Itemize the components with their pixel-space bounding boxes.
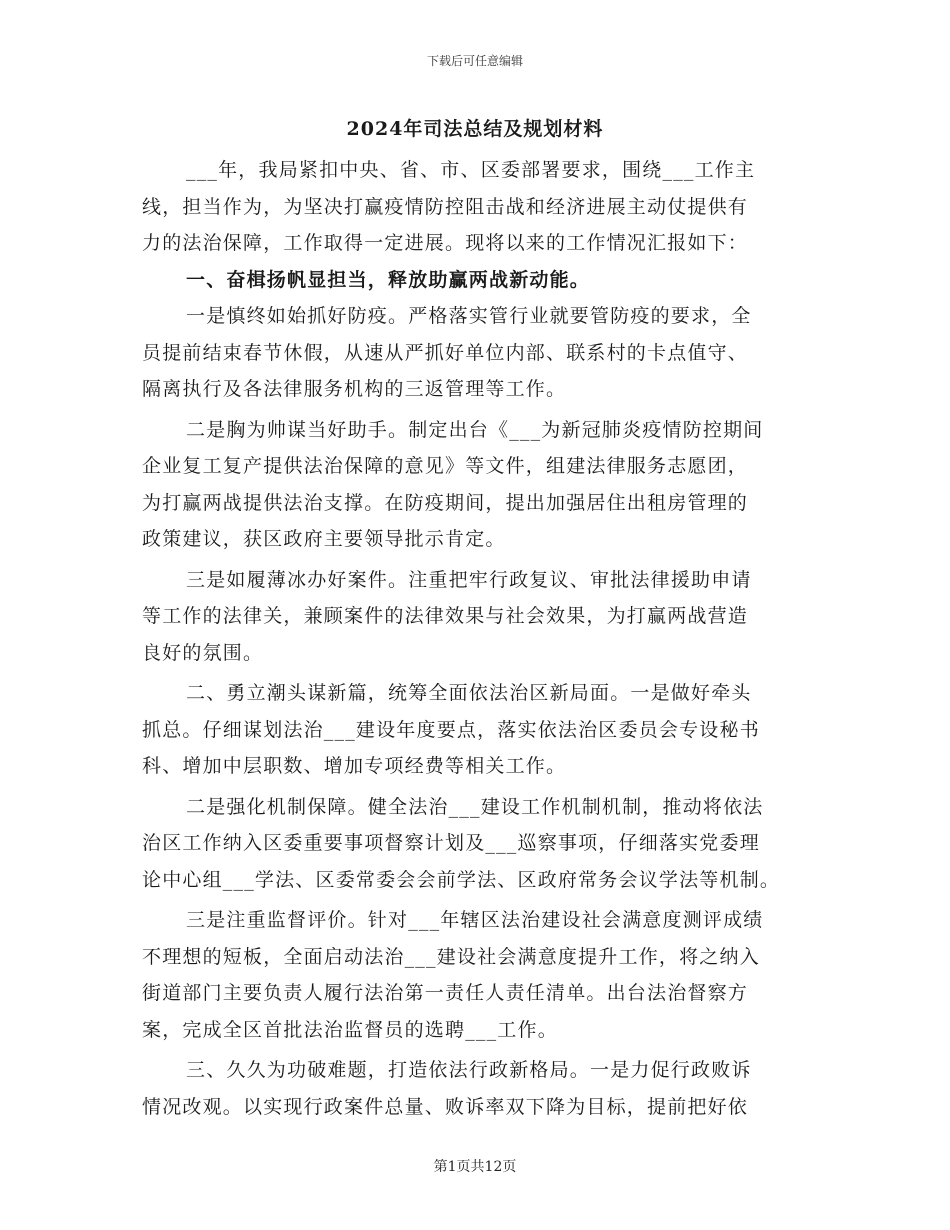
document-body: [142, 152, 812, 1125]
body-line: 科、增加中层职数、增加专项经费等相关工作。: [142, 755, 567, 777]
page-header: 下载后可任意编辑: [426, 54, 523, 68]
body-line: 三是注重监督评价。针对___年辖区法治建设社会满意度测评成绩: [186, 909, 764, 931]
body-line: 不理想的短板，全面启动法治___建设社会满意度提升工作，将之纳入: [142, 945, 760, 968]
body-line: 情况改观。以实现行政案件总量、败诉率双下降为目标，提前把好依: [142, 1095, 749, 1118]
body-line: 案，完成全区首批法治监督员的选聘___工作。: [142, 1018, 558, 1041]
body-line: 力的法治保障，工作取得一定进展。现将以来的工作情况汇报如下：: [142, 232, 749, 254]
body-line: 抓总。仔细谋划法治___建设年度要点，落实依法治区委员会专设秘书: [142, 718, 760, 741]
body-line: 三、久久为功破难题，打造依法行政新格局。一是力促行政败诉: [186, 1059, 752, 1081]
body-line: 为打赢两战提供法治支撑。在防疫期间，提出加强居住出租房管理的: [142, 491, 749, 514]
body-line: 街道部门主要负责人履行法治第一责任人责任清单。出台法治督察方: [142, 982, 749, 1004]
body-line: 论中心组___学法、区委常委会会前学法、区政府常务会议学法等机制。: [142, 868, 781, 891]
body-line: 良好的氛围。: [142, 641, 264, 664]
body-line: 三是如履薄冰办好案件。注重把牢行政复议、审批法律援助申请: [186, 568, 752, 591]
body-line: 线，担当作为，为坚决打赢疫情防控阻击战和经济进展主动仗提供有: [142, 195, 749, 218]
body-line: 治区工作纳入区委重要事项督察计划及___巡察事项，仔细落实党委理: [142, 832, 760, 854]
body-line: 等工作的法律关，兼顾案件的法律效果与社会效果，为打赢两战营造: [142, 605, 749, 627]
body-line: 二是胸为帅谋当好助手。制定出台《___为新冠肺炎疫情防控期间: [186, 418, 764, 441]
body-line: 政策建议，获区政府主要领导批示肯定。: [142, 528, 506, 550]
section-heading: 一、奋楫扬帆显担当，释放助赢两战新动能。: [186, 268, 591, 291]
body-line: 二、勇立潮头谋新篇，统筹全面依法治区新局面。一是做好牵头: [186, 682, 752, 704]
page-footer: 第1页共12页: [433, 1159, 517, 1175]
body-line: 二是强化机制保障。健全法治___建设工作机制机制，推动将依法: [186, 795, 764, 818]
body-line: 企业复工复产提供法治保障的意见》等文件，组建法律服务志愿团，: [142, 455, 749, 477]
body-line: 一是慎终如始抓好防疫。严格落实管行业就要管防疫的要求，全: [186, 305, 752, 327]
document-title: 2024年司法总结及规划材料: [346, 118, 604, 140]
body-line: 员提前结束春节休假，从速从严抓好单位内部、联系村的卡点值守、: [142, 341, 749, 364]
body-line: 隔离执行及各法律服务机构的三返管理等工作。: [142, 378, 567, 400]
body-line: ___年，我局紧扣中央、省、市、区委部署要求，围绕___工作主: [186, 159, 756, 181]
